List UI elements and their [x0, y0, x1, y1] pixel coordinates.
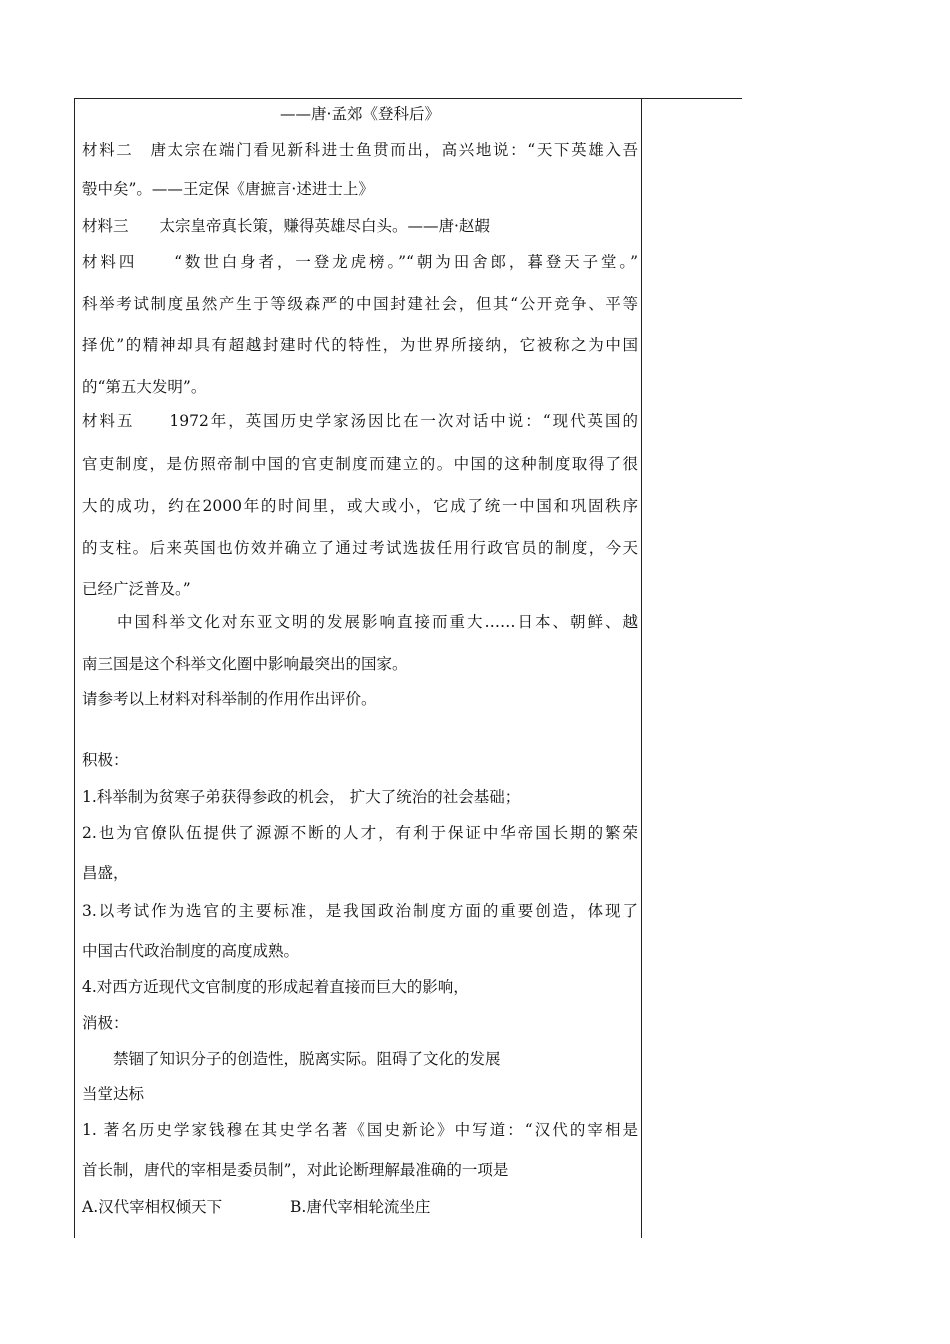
positive-point-4: 4.对西方近现代文官制度的形成起着直接而巨大的影响， — [82, 978, 469, 996]
keju-culture-line-2: 南三国是这个科举文化圈中影响最突出的国家。 — [82, 655, 408, 673]
positive-point-2-line-1: 2.也为官僚队伍提供了源源不断的人才，有利于保证中华帝国长期的繁荣 — [82, 824, 638, 842]
material-5-line-3: 大的成功，约在2000年的时间里，或大或小，它成了统一中国和巩固秩序 — [82, 497, 638, 515]
material-5-line-1: 材料五 1972年，英国历史学家汤因比在一次对话中说：“现代英国的 — [82, 412, 638, 430]
material-2-line-2: 彀中矣”。——王定保《唐摭言·述进士上》 — [82, 180, 374, 198]
table-right-border — [641, 98, 642, 1238]
question-1-line-2: 首长制，唐代的宰相是委员制”，对此论断理解最准确的一项是 — [82, 1161, 509, 1179]
keju-culture-line-1: 中国科举文化对东亚文明的发展影响直接而重大……日本、朝鲜、越 — [82, 613, 638, 631]
material-5-line-4: 的支柱。后来英国也仿效并确立了通过考试选拔任用行政官员的制度，今天 — [82, 539, 638, 557]
material-5-line-5: 已经广泛普及。” — [82, 580, 191, 598]
material-4-line-2: 科举考试制度虽然产生于等级森严的中国封建社会，但其“公开竞争、平等 — [82, 295, 638, 313]
material-4-line-1: 材料四 “数世白身者，一登龙虎榜。”“朝为田舍郎，暮登天子堂。” — [82, 253, 638, 271]
material-4-line-4: 的“第五大发明”。 — [82, 378, 207, 396]
positive-point-2-line-2: 昌盛， — [82, 864, 129, 882]
negative-heading: 消极： — [82, 1014, 129, 1032]
material-3: 材料三 太宗皇帝真长策，赚得英雄尽白头。——唐·赵嘏 — [82, 217, 490, 235]
positive-point-3-line-1: 3.以考试作为选官的主要标准，是我国政治制度方面的重要创造，体现了 — [82, 902, 638, 920]
positive-point-1: 1.科举制为贫寒子弟获得参政的机会， 扩大了统治的社会基础； — [82, 788, 521, 806]
option-a: A.汉代宰相权倾天下 — [82, 1198, 223, 1216]
negative-point: 禁锢了知识分子的创造性，脱离实际。阻碍了文化的发展 — [82, 1050, 501, 1068]
material-2-line-1: 材料二 唐太宗在端门看见新科进士鱼贯而出，高兴地说：“天下英雄入吾 — [82, 141, 638, 159]
classroom-exercise-heading: 当堂达标 — [82, 1085, 145, 1103]
material-4-line-3: 择优”的精神却具有超越封建时代的特性，为世界所接纳，它被称之为中国 — [82, 336, 638, 354]
poem-attribution: ——唐·孟郊《登科后》 — [280, 105, 440, 123]
positive-point-3-line-2: 中国古代政治制度的高度成熟。 — [82, 942, 300, 960]
material-5-line-2: 官吏制度，是仿照帝制中国的官吏制度而建立的。中国的这种制度取得了很 — [82, 455, 638, 473]
question-1-line-1: 1. 著名历史学家钱穆在其史学名著《国史新论》中写道：“汉代的宰相是 — [82, 1121, 638, 1139]
question-prompt: 请参考以上材料对科举制的作用作出评价。 — [82, 690, 377, 708]
option-b: B.唐代宰相轮流坐庄 — [290, 1198, 431, 1216]
table-left-border — [74, 98, 75, 1238]
positive-heading: 积极： — [82, 751, 129, 769]
